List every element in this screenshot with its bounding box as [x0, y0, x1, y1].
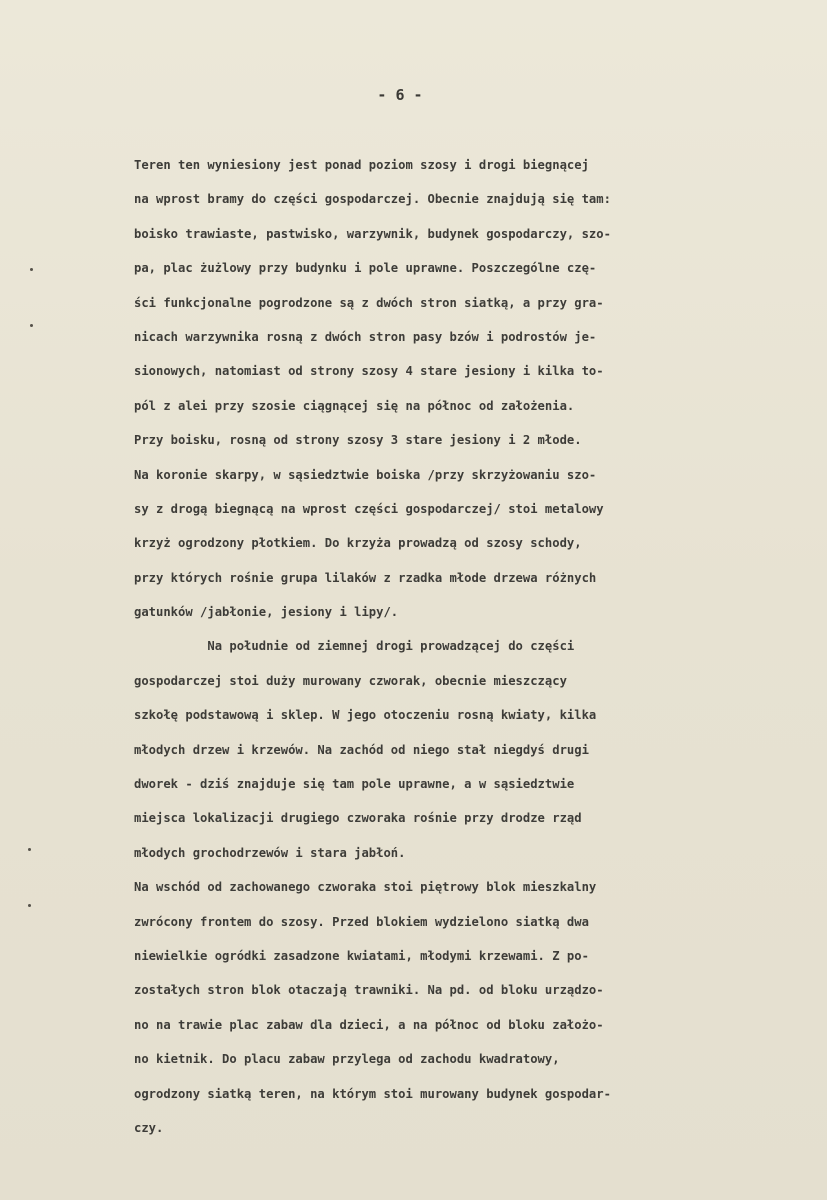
text-line: Teren ten wyniesiony jest ponad poziom szosy i drogi biegnącej — [134, 158, 589, 172]
text-line: boisko trawiaste, pastwisko, warzywnik, budynek gospodarczy, szo- — [134, 226, 611, 241]
body-text — [134, 148, 798, 1145]
text-line: dworek - dziś znajduje się tam pole uprawne, a w sąsiedztwie — [134, 777, 575, 792]
text-line: gospodarczej stoi duży murowany czworak, obecnie mieszczący — [134, 673, 567, 688]
text-line: przy których rośnie grupa lilaków z rzadka młode drzewa różnych — [134, 570, 597, 585]
text-line: Na wschód od zachowanego czworaka stoi piętrowy blok mieszkalny — [134, 880, 597, 895]
text-line: młodych drzew i krzewów. Na zachód od niego stał niegdyś drugi — [134, 742, 589, 757]
text-line: młodych grochodrzewów i stara jabłoń. — [134, 845, 406, 860]
text-line: no na trawie plac zabaw dla dzieci, a na północ od bloku założo- — [134, 1017, 604, 1032]
text-line: miejsca lokalizacji drugiego czworaka rośnie przy drodze rząd — [134, 811, 582, 826]
text-line: szkołę podstawową i sklep. W jego otoczeniu rosną kwiaty, kilka — [134, 708, 597, 723]
text-line: gatunków /jabłonie, jesiony i lipy/. — [134, 605, 399, 620]
text-line: Na południe od ziemnej drogi prowadzącej do części — [134, 639, 575, 654]
text-line: sionowych, natomiast od strony szosy 4 stare jesiony i kilka to- — [134, 364, 604, 379]
text-line: pa, plac żużlowy przy budynku i pole uprawne. Poszczególne czę- — [134, 261, 597, 276]
punch-mark — [30, 324, 33, 327]
page-number: - 6 - — [377, 86, 423, 104]
text-line: zwrócony frontem do szosy. Przed blokiem wydzielono siatką dwa — [134, 914, 589, 929]
text-line: nicach warzywnika rosną z dwóch stron pasy bzów i podrostów je- — [134, 329, 597, 344]
text-line: pól z alei przy szosie ciągnącej się na północ od założenia. — [134, 398, 575, 413]
text-line: no kietnik. Do placu zabaw przylega od zachodu kwadratowy, — [134, 1052, 560, 1067]
text-line: Na koronie skarpy, w sąsiedztwie boiska /przy skrzyżowaniu szo- — [134, 467, 597, 482]
text-line: Przy boisku, rosną od strony szosy 3 stare jesiony i 2 młode. — [134, 433, 582, 448]
text-line: niewielkie ogródki zasadzone kwiatami, młodymi krzewami. Z po- — [134, 948, 589, 963]
text-line: ści funkcjonalne pogrodzone są z dwóch stron siatką, a przy gra- — [134, 295, 604, 310]
text-line: na wprost bramy do części gospodarczej. Obecnie znajdują się tam: — [134, 192, 611, 207]
text-line: krzyż ogrodzony płotkiem. Do krzyża prowadzą od szosy schody, — [134, 536, 582, 551]
text-line: zostałych stron blok otaczają trawniki. Na pd. od bloku urządzo- — [134, 983, 604, 998]
text-line: sy z drogą biegnącą na wprost części gospodarczej/ stoi metalowy — [134, 501, 604, 516]
text-line: czy. — [134, 1120, 164, 1135]
text-line: ogrodzony siatką teren, na którym stoi murowany budynek gospodar- — [134, 1086, 611, 1101]
punch-mark — [28, 848, 31, 851]
punch-mark — [30, 268, 33, 271]
punch-mark — [28, 904, 31, 907]
